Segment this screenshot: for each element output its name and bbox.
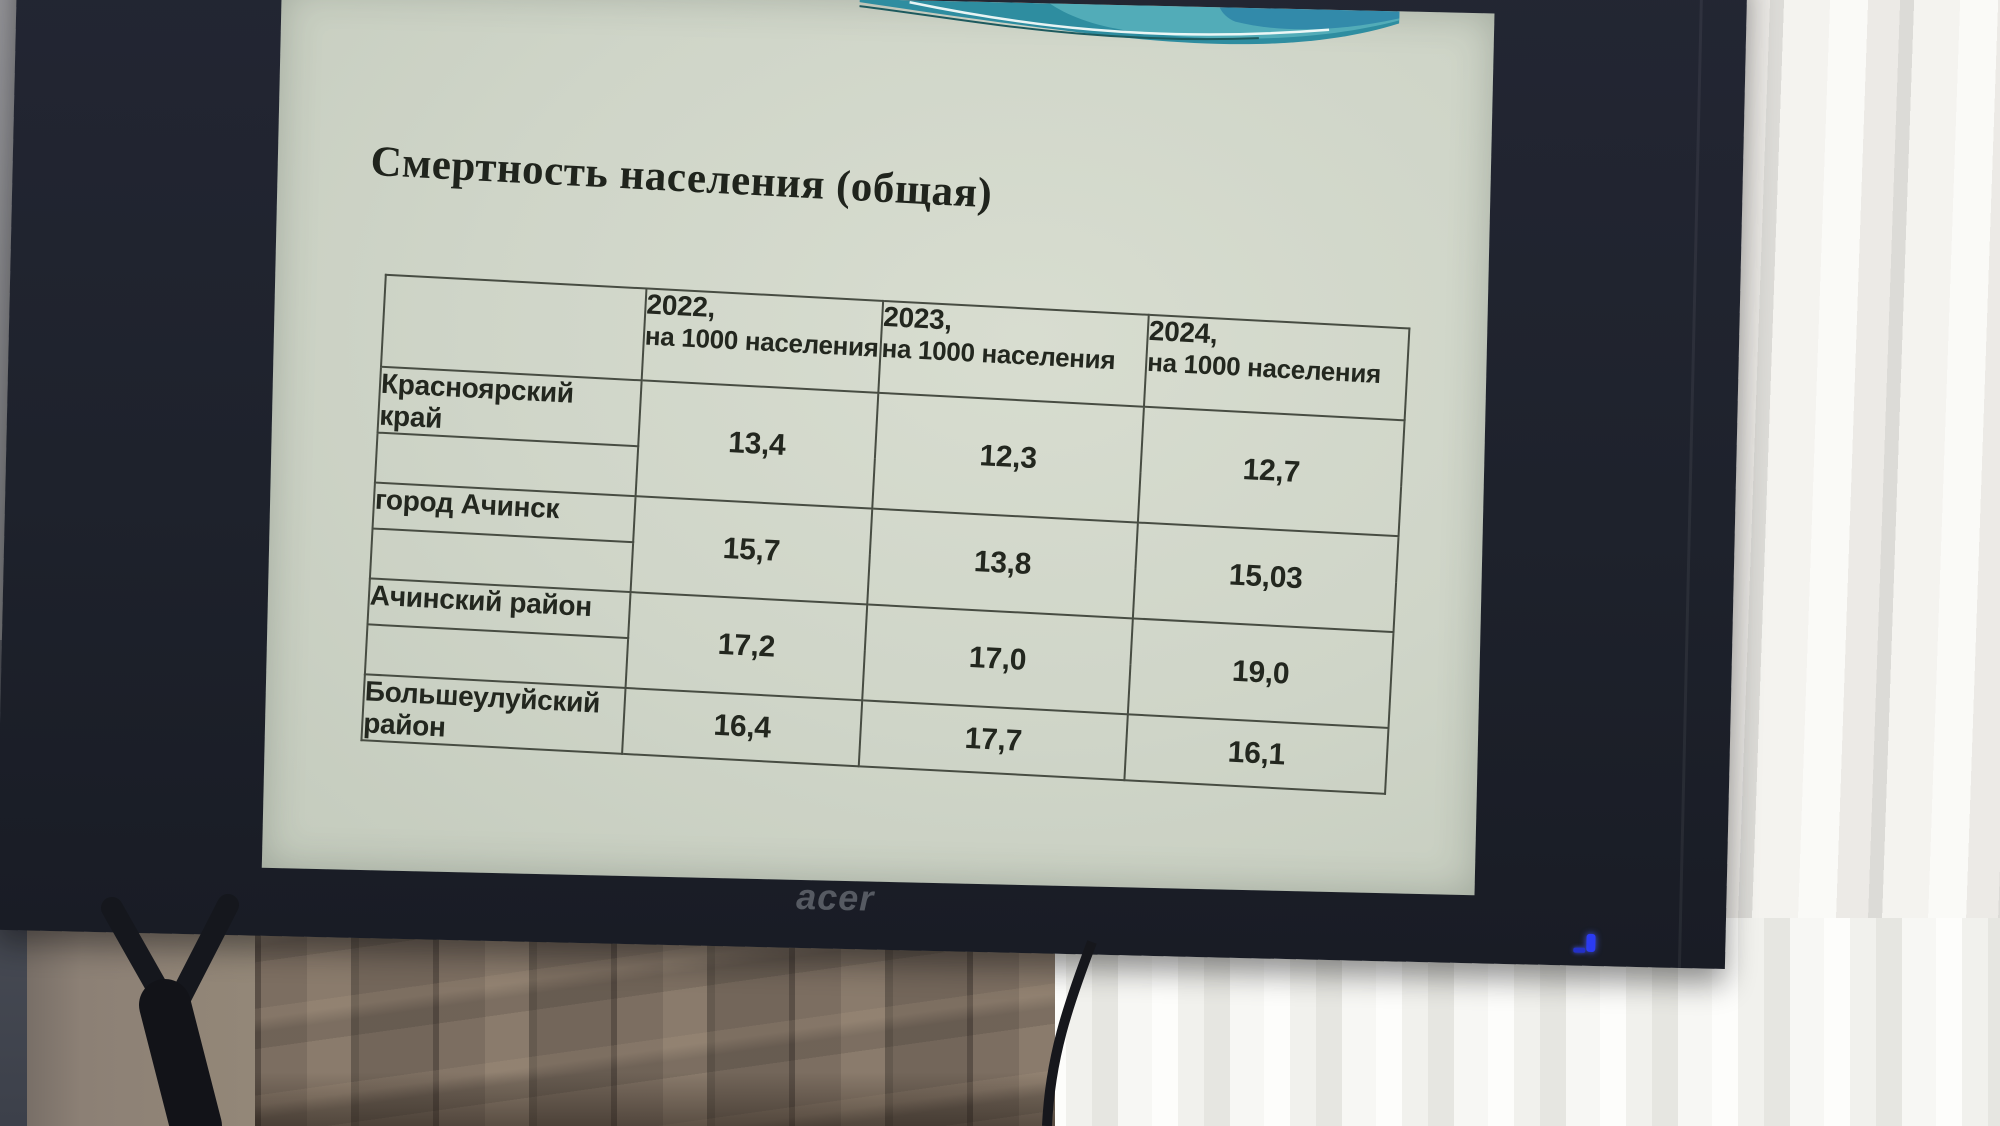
cell-value: 19,0	[1128, 618, 1394, 728]
row-label: Большеулуйский район	[361, 674, 625, 754]
cell-value: 16,4	[622, 688, 862, 766]
power-led-dash	[1573, 948, 1585, 953]
cell-value: 16,1	[1124, 714, 1388, 794]
mortality-table	[360, 274, 1410, 795]
cell-value: 13,8	[867, 509, 1138, 619]
cell-value: 15,7	[631, 496, 873, 604]
cell-value: 12,3	[872, 393, 1144, 523]
cell-value: 17,0	[862, 604, 1133, 714]
bezel-seam	[1678, 0, 1704, 968]
power-led-bar	[1586, 934, 1595, 952]
row-label: Ачинский район	[368, 578, 631, 638]
row-label: город Ачинск	[373, 483, 636, 543]
cell-value: 13,4	[636, 380, 879, 508]
header-2022: 2022, на 1000 населения	[642, 288, 883, 392]
acer-brand-logo: acer	[795, 875, 875, 919]
slide-title: Смертность населения (общая)	[369, 137, 994, 218]
row-label: Красноярский край	[378, 367, 642, 447]
header-2024: 2024, на 1000 населения	[1144, 315, 1409, 421]
cell-value: 12,7	[1138, 407, 1405, 537]
power-led-icon	[1573, 934, 1597, 955]
presentation-slide	[262, 0, 1493, 895]
cell-value: 17,7	[859, 700, 1128, 780]
furniture-shadow	[255, 1072, 1055, 1126]
table-corner-cell	[381, 275, 646, 381]
cell-value: 17,2	[626, 592, 868, 700]
header-2023: 2023, на 1000 населения	[878, 301, 1148, 407]
monitor-screen	[262, 0, 1495, 895]
cell-value: 15,03	[1133, 523, 1399, 633]
